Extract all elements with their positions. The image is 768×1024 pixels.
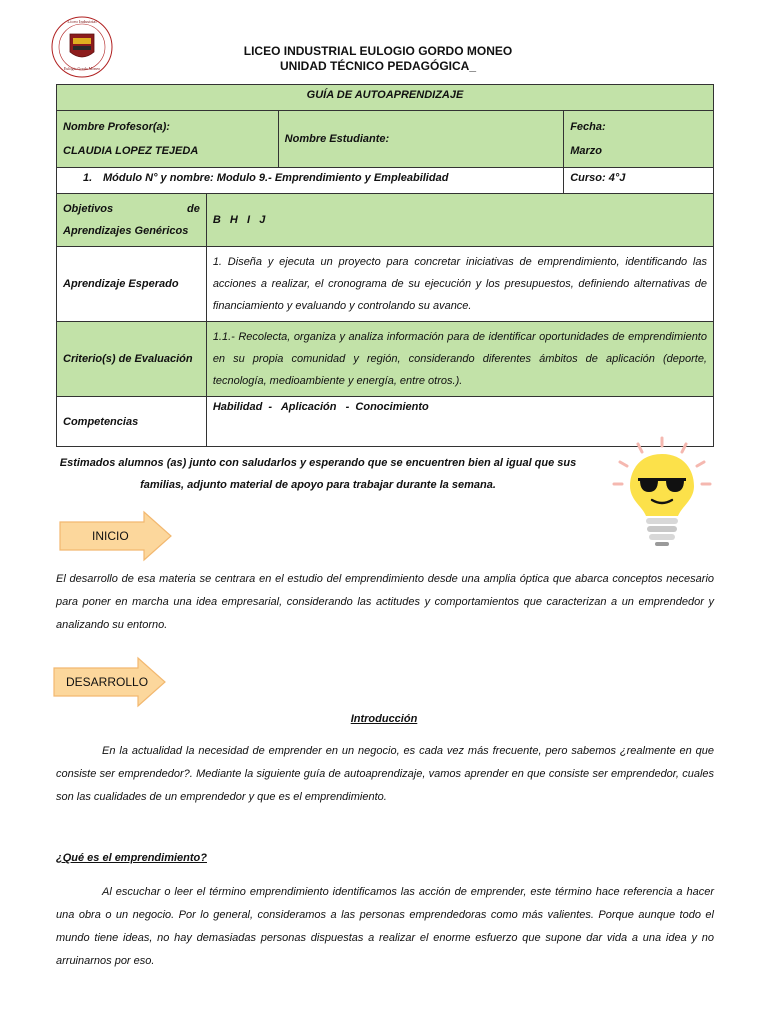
module-number: 1. (83, 172, 93, 184)
objectives-value: B H I J (206, 194, 713, 247)
course-cell (564, 168, 714, 194)
unit-name: UNIDAD TÉCNICO PEDAGÓGICA_ (279, 59, 476, 73)
date-cell (564, 111, 714, 168)
module-cell (57, 168, 564, 194)
student-cell (278, 111, 564, 168)
lightbulb-sunglasses-icon (594, 432, 744, 552)
guide-table (56, 84, 714, 447)
table-title: GUÍA DE AUTOAPRENDIZAJE (57, 85, 714, 111)
objectives-label-1: Objetivos (63, 203, 114, 215)
intro-text: En la actualidad la necesidad de emprender en un negocio, es cada vez más frecuente, pero sabemos ¿realmente en que consiste ser emprendedor?. Mediante la siguiente guía de autoaprendizaje, vamos aprender en que consiste ser emprendedor, cuales son las cualidades de un emprendedor y que es el emprendimiento. (56, 745, 714, 803)
objectives-label-3: Aprendizajes Genéricos (63, 225, 189, 237)
inicio-label: INICIO (92, 529, 129, 543)
logo-bottom-text: Eulogio Gordo Moneo (63, 66, 101, 71)
desarrollo-label: DESARROLLO (66, 675, 149, 689)
student-label: Nombre Estudiante: (284, 133, 390, 145)
competencies-label: Competencias (57, 397, 207, 447)
teacher-name: CLAUDIA LOPEZ TEJEDA (63, 145, 199, 157)
question-heading: ¿Qué es el emprendimiento? (56, 852, 207, 864)
course-value: Curso: 4°J (570, 172, 626, 184)
expected-value: 1. Diseña y ejecuta un proyecto para concretar iniciativas de emprendimiento, identificando las acciones a realizar, el cronograma de su ejecución y los presupuestos, definiendo alternativas de financiamiento y evaluando y controlando su avance. (206, 247, 713, 322)
objectives-label-2: de (186, 203, 200, 215)
intro-heading: Introducción (350, 713, 418, 725)
criteria-label: Criterio(s) de Evaluación (57, 322, 207, 397)
greeting-text: Estimados alumnos (as) junto con saludarlos y esperando que se encuentren bien al igual que sus familias, adjunto material de apoyo para trabajar durante la semana. (59, 457, 577, 491)
teacher-label: Nombre Profesor(a): (63, 121, 170, 133)
logo-top-text: Liceo Industrial (67, 19, 97, 24)
date-value: Marzo (570, 145, 602, 157)
question-text: Al escuchar o leer el término emprendimiento identificamos las acción de emprender, este término hace referencia a hacer una obra o un negocio. Por lo general, consideramos a las personas emprendedoras como más valientes. Porque aunque todo el mundo tiene ideas, no hay demasiadas personas dispuestas a realizar el enorme esfuerzo que supone dar vida a una idea y no arruinarnos por eso. (56, 886, 714, 967)
module-text: Módulo N° y nombre: Modulo 9.- Emprendimiento y Empleabilidad (103, 172, 449, 184)
teacher-cell (57, 111, 279, 168)
school-name: LICEO INDUSTRIAL EULOGIO GORDO MONEO (243, 44, 513, 58)
date-label: Fecha: (570, 121, 606, 133)
competencies-value: Habilidad - Aplicación - Conocimiento (206, 397, 713, 447)
inicio-text: El desarrollo de esa materia se centrara en el estudio del emprendimiento desde una amplia óptica que abarca conceptos necesario para poner en marcha una idea empresarial, considerando las actitudes y comportamientos que caracterizan a un emprendedor y analizando su entorno. (56, 573, 714, 631)
criteria-value: 1.1.- Recolecta, organiza y analiza información para de identificar oportunidades de emprendimiento en su propia comunidad y región, considerando diferentes ámbitos de aplicación (deporte, tecnología, medioambiente y energía, entre otros.). (206, 322, 713, 397)
expected-label: Aprendizaje Esperado (57, 247, 207, 322)
objectives-label-cell (57, 194, 207, 247)
